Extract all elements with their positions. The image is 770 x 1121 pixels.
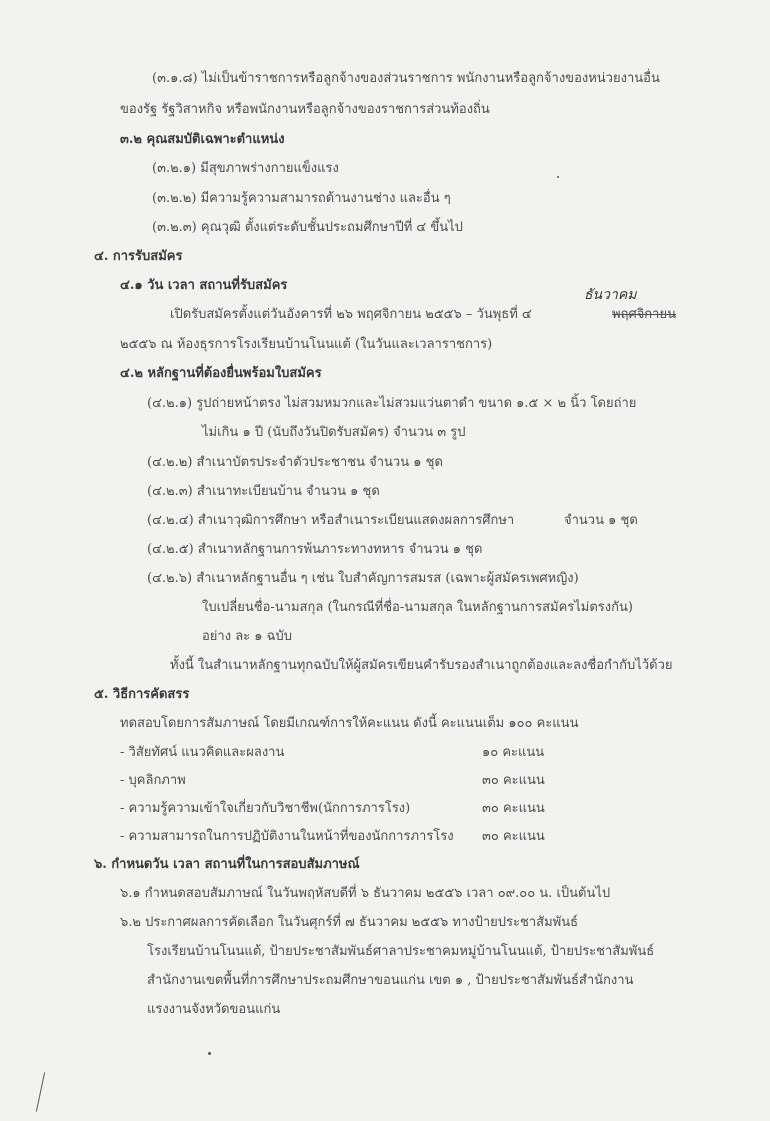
text-line: แรงงานจังหวัดขอนแก่น — [147, 1002, 281, 1017]
section-heading: ๖. กำหนดวัน เวลา สถานที่ในการสอบสัมภาษณ์ — [94, 857, 360, 872]
text-line: (๔.๒.๖) สำเนาหลักฐานอื่น ๆ เช่น ใบสำคัญการสมรส (เฉพาะผู้สมัครเพศหญิง) — [147, 571, 579, 586]
section-heading: ๕. วิธีการคัดสรร — [94, 687, 190, 702]
text-line: อย่าง ละ ๑ ฉบับ — [202, 629, 293, 644]
criteria-item: - ความสามารถในการปฏิบัติงานในหน้าที่ของนักการภารโรง — [120, 829, 454, 844]
criteria-item: - วิสัยทัศน์ แนวคิดและผลงาน — [120, 745, 285, 760]
text-line: ใบเปลี่ยนชื่อ-นามสกุล (ในกรณีที่ชื่อ-นามสกุล ในหลักฐานการสมัครไม่ตรงกัน) — [202, 600, 633, 615]
section-heading: ๔.๒ หลักฐานที่ต้องยื่นพร้อมใบสมัคร — [120, 366, 322, 381]
text-line: ทั้งนี้ ในสำเนาหลักฐานทุกฉบับให้ผู้สมัครเขียนคำรับรองสำเนาถูกต้องและลงชื่อกำกับไว้ด้วย — [170, 658, 673, 673]
text-line: (๔.๒.๕) สำเนาหลักฐานการพ้นภาระทางทหาร จำนวน ๑ ชุด — [147, 542, 483, 557]
criteria-score: ๓๐ คะแนน — [482, 773, 545, 788]
text-line: ของรัฐ รัฐวิสาหกิจ หรือพนักงานหรือลูกจ้างของราชการส่วนท้องถิ่น — [120, 102, 490, 117]
text-line: เปิดรับสมัครตั้งแต่วันอังคารที่ ๒๖ พฤศจิกายน ๒๕๕๖ – วันพุธที่ ๔ — [170, 307, 532, 322]
text-line: (๔.๒.๑) รูปถ่ายหน้าตรง ไม่สวมหมวกและไม่สวมแว่นตาดำ ขนาด ๑.๕ × ๒ นิ้ว โดยถ่าย — [147, 396, 637, 411]
text-line: สำนักงานเขตพื้นที่การศึกษาประถมศึกษาขอนแก่น เขต ๑ , ป้ายประชาสัมพันธ์สำนักงาน — [147, 973, 634, 988]
text-line: (๓.๒.๑) มีสุขภาพร่างกายแข็งแรง — [152, 161, 339, 176]
criteria-item: - บุคลิกภาพ — [120, 773, 186, 788]
text-line: ไม่เกิน ๑ ปี (นับถึงวันปิดรับสมัคร) จำนวน ๓ รูป — [202, 425, 466, 440]
text-line: (๔.๒.๓) สำเนาทะเบียนบ้าน จำนวน ๑ ชุด — [147, 484, 380, 499]
text-line: (๓.๒.๓) คุณวุฒิ ตั้งแต่ระดับชั้นประถมศึกษาปีที่ ๔ ขึ้นไป — [152, 220, 463, 235]
text-line: โรงเรียนบ้านโนนแต้, ป้ายประชาสัมพันธ์ศาลาประชาคมหมู่บ้านโนนแต้, ป้ายประชาสัมพันธ์ — [147, 944, 655, 959]
text-line: จำนวน ๑ ชุด — [564, 513, 638, 528]
text-line: ๖.๒ ประกาศผลการคัดเลือก ในวันศุกร์ที่ ๗ ธันวาคม ๒๕๕๖ ทางป้ายประชาสัมพันธ์ — [120, 915, 579, 930]
text-line: (๓.๑.๘) ไม่เป็นข้าราชการหรือลูกจ้างของส่วนราชการ พนักงานหรือลูกจ้างของหน่วยงานอื่น — [152, 71, 660, 86]
text-line: ๖.๑ กำหนดสอบสัมภาษณ์ ในวันพฤหัสบดีที่ ๖ ธันวาคม ๒๕๕๖ เวลา ๐๙.๐๐ น. เป็นต้นไป — [120, 886, 611, 901]
scan-dot — [557, 176, 559, 178]
criteria-score: ๓๐ คะแนน — [482, 829, 545, 844]
criteria-score: ๓๐ คะแนน — [482, 801, 545, 816]
text-line: (๓.๒.๒) มีความรู้ความสามารถด้านงานช่าง และอื่น ๆ — [152, 191, 451, 206]
handwritten-correction: ธันวาคม — [584, 287, 637, 303]
scan-dot — [208, 1052, 211, 1055]
section-heading: ๔.๑ วัน เวลา สถานที่รับสมัคร — [120, 278, 288, 293]
text-line: ทดสอบโดยการสัมภาษณ์ โดยมีเกณฑ์การให้คะแนน ดังนี้ คะแนนเต็ม ๑๐๐ คะแนน — [120, 716, 579, 731]
struck-text: พฤศจิกายน — [612, 307, 676, 322]
section-heading: ๓.๒ คุณสมบัติเฉพาะตำแหน่ง — [120, 132, 285, 147]
criteria-item: - ความรู้ความเข้าใจเกี่ยวกับวิชาชีพ(นักการภารโรง) — [120, 801, 411, 816]
section-heading: ๔. การรับสมัคร — [94, 249, 183, 264]
scan-stroke — [36, 1072, 45, 1111]
text-line: ๒๕๕๖ ณ ห้องธุรการโรงเรียนบ้านโนนแต้ (ในวันและเวลาราชการ) — [120, 337, 493, 352]
text-line: (๔.๒.๔) สำเนาวุฒิการศึกษา หรือสำเนาระเบียนแสดงผลการศึกษา — [147, 513, 515, 528]
text-line: (๔.๒.๒) สำเนาบัตรประจำตัวประชาชน จำนวน ๑ ชุด — [147, 455, 443, 470]
criteria-score: ๑๐ คะแนน — [482, 745, 545, 760]
